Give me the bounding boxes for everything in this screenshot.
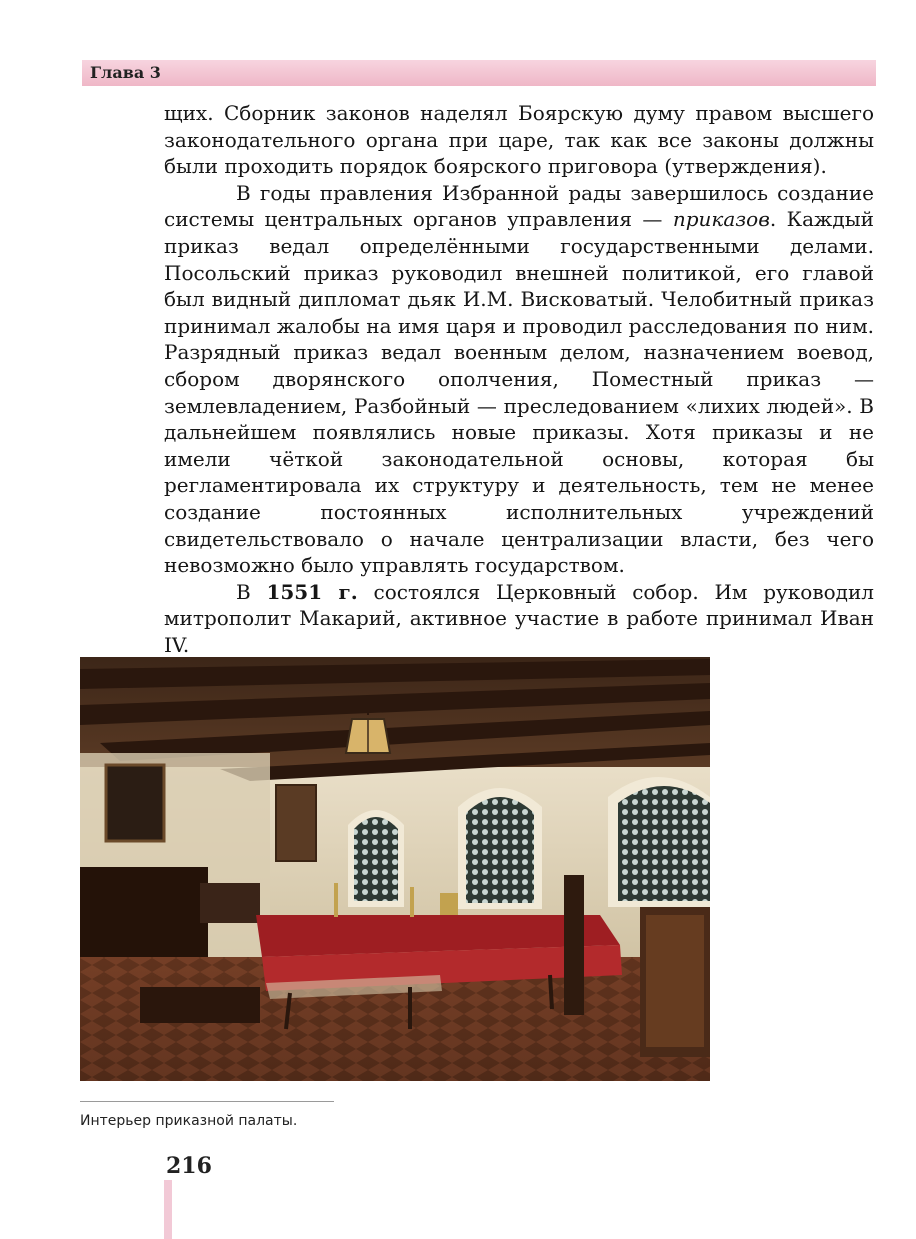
bench: [140, 987, 260, 1023]
paragraph-1-text: щих. Сборник законов наделял Боярскую думу правом высшего законодательного органа при царе, так как все законы должны были проходить порядок боярского приговора (утверждения).: [164, 101, 874, 179]
window-left: [348, 810, 404, 907]
chapter-label: Глава 3: [90, 63, 161, 82]
interior-illustration-svg: [80, 657, 710, 1081]
paragraph-2-rest: . Каждый приказ ведал определёнными государственными делами. Посольский приказ руководил внешней политикой, его главой был видный дипломат дьяк И.М. Висковатый. Челобитный приказ принимал жалобы на имя царя и проводил расследования по ним. Разрядный приказ ведал военным делом, назначением воевод, сбором дворянского ополчения, Поместный приказ — землевладением, Разбойный — преследованием «лихих людей». В дальнейшем появлялись новые приказы. Хотя приказы и не имели чёткой законодательной основы, которая бы регламентировала их структуру и деятельность, тем не менее создание постоянных исполнительных учреждений свидетельствовало о начале централизации власти, без чего невозможно было управлять государством.: [164, 207, 874, 578]
paragraph-3-start: В: [236, 579, 267, 604]
figure-caption: Интерьер приказной палаты.: [80, 1113, 298, 1129]
window-right: [608, 777, 710, 907]
caption-rule: [80, 1101, 334, 1102]
hanging-icon: [276, 785, 316, 861]
page-number: 216: [166, 1153, 212, 1179]
paragraph-3-rest: состоялся Церковный собор. Им руководил митрополит Макарий, активное участие в работе принимал Иван IV.: [164, 579, 874, 657]
interior-illustration: [80, 657, 710, 1081]
term-prikazov: приказов: [672, 207, 770, 232]
paragraph-2-start: В годы правления Избранной рады завершилось создание системы центральных органов управления —: [164, 180, 874, 232]
chapter-header-band: [82, 60, 876, 86]
wall-icon: [106, 765, 164, 841]
paragraph-1: [164, 100, 874, 180]
paragraph-3: [164, 579, 874, 659]
body-text: [164, 100, 874, 658]
page-edge-bar: [164, 1180, 172, 1239]
window-center: [458, 788, 542, 909]
paragraph-2: [164, 180, 874, 579]
date-1551: 1551 г.: [266, 579, 358, 604]
